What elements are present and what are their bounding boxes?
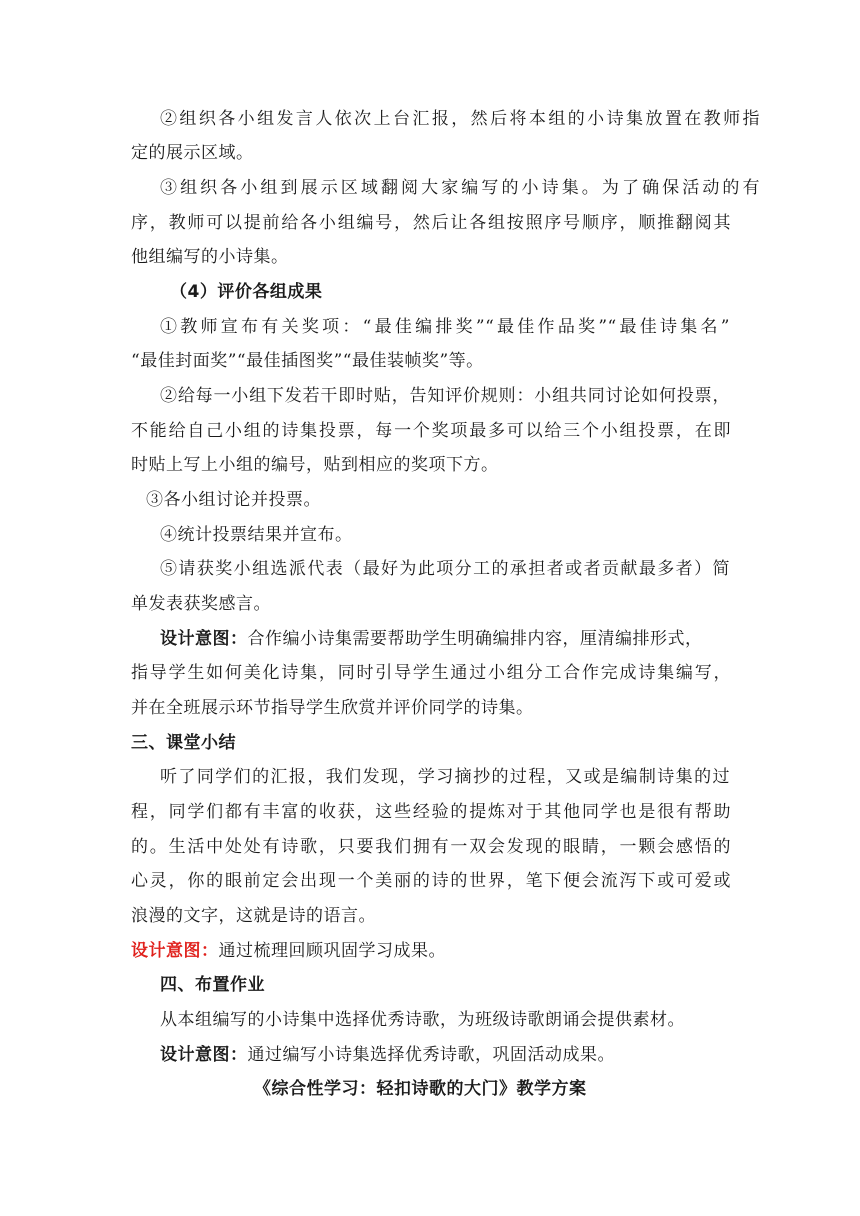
paragraph-line: 序，教师可以提前给各小组编号，然后让各组按照序号顺序，顺推翻阅其 <box>131 213 731 233</box>
paragraph-line: 并在全班展示环节指导学生欣赏并评价同学的诗集。 <box>131 698 534 718</box>
paragraph-line: 从本组编写的小诗集中选择优秀诗歌，为班级诗歌朗诵会提供素材。 <box>160 1010 685 1030</box>
paragraph-line: “最佳封面奖”“最佳插图奖”“最佳装帧奖”等。 <box>131 351 484 371</box>
section-heading: 三、课堂小结 <box>131 733 236 753</box>
design-intent-text: 通过梳理回顾巩固学习成果。 <box>218 941 446 961</box>
paragraph-line: ②组织各小组发言人依次上台汇报，然后将本组的小诗集放置在教师指 <box>160 109 760 129</box>
design-intent-line <box>131 940 446 962</box>
paragraph-line: ③各小组讨论并投票。 <box>146 490 321 510</box>
design-intent-text: 通过编写小诗集选择优秀诗歌，巩固活动成果。 <box>247 1045 615 1065</box>
paragraph-line: 时贴上写上小组的编号，贴到相应的奖项下方。 <box>131 455 499 475</box>
document-title: 《综合性学习：轻扣诗歌的大门》教学方案 <box>254 1079 587 1099</box>
paragraph-line: 单发表获奖感言。 <box>131 594 271 614</box>
design-intent-text: 合作编小诗集需要帮助学生明确编排内容，厘清编排形式， <box>247 629 703 649</box>
section-heading: 四、布置作业 <box>160 975 265 995</box>
design-intent-label: 设计意图： <box>131 941 219 961</box>
paragraph-line: ①教师宣布有关奖项：“最佳编排奖”“最佳作品奖”“最佳诗集名” <box>160 317 730 337</box>
paragraph-line: 不能给自己小组的诗集投票，每一个奖项最多可以给三个小组投票，在即 <box>131 421 731 441</box>
paragraph-line: 指导学生如何美化诗集，同时引导学生通过小组分工合作完成诗集编写， <box>131 663 731 683</box>
design-intent-line <box>160 628 703 650</box>
design-intent-label: 设计意图： <box>160 629 248 649</box>
section-heading: （4）评价各组成果 <box>170 282 323 302</box>
paragraph-line: 他组编写的小诗集。 <box>131 247 289 267</box>
paragraph-line: ④统计投票结果并宣布。 <box>160 525 353 545</box>
paragraph-line: 程，同学们都有丰富的收获，这些经验的提炼对于其他同学也是很有帮助 <box>131 802 731 822</box>
paragraph-line: 定的展示区域。 <box>131 143 254 163</box>
paragraph-line: 浪漫的文字，这就是诗的语言。 <box>131 906 376 926</box>
design-intent-label: 设计意图： <box>160 1045 248 1065</box>
paragraph-line: 心灵，你的眼前定会出现一个美丽的诗的世界，笔下便会流泻下或可爱或 <box>131 871 731 891</box>
paragraph-line: ②给每一小组下发若干即时贴，告知评价规则：小组共同讨论如何投票， <box>160 386 730 406</box>
paragraph-line: ⑤请获奖小组选派代表（最好为此项分工的承担者或者贡献最多者）简 <box>160 559 730 579</box>
paragraph-line: ③组织各小组到展示区域翻阅大家编写的小诗集。为了确保活动的有 <box>160 178 760 198</box>
paragraph-line: 听了同学们的汇报，我们发现，学习摘抄的过程，又或是编制诗集的过 <box>160 767 730 787</box>
design-intent-line <box>160 1044 615 1066</box>
paragraph-line: 的。生活中处处有诗歌，只要我们拥有一双会发现的眼睛，一颗会感悟的 <box>131 837 731 857</box>
